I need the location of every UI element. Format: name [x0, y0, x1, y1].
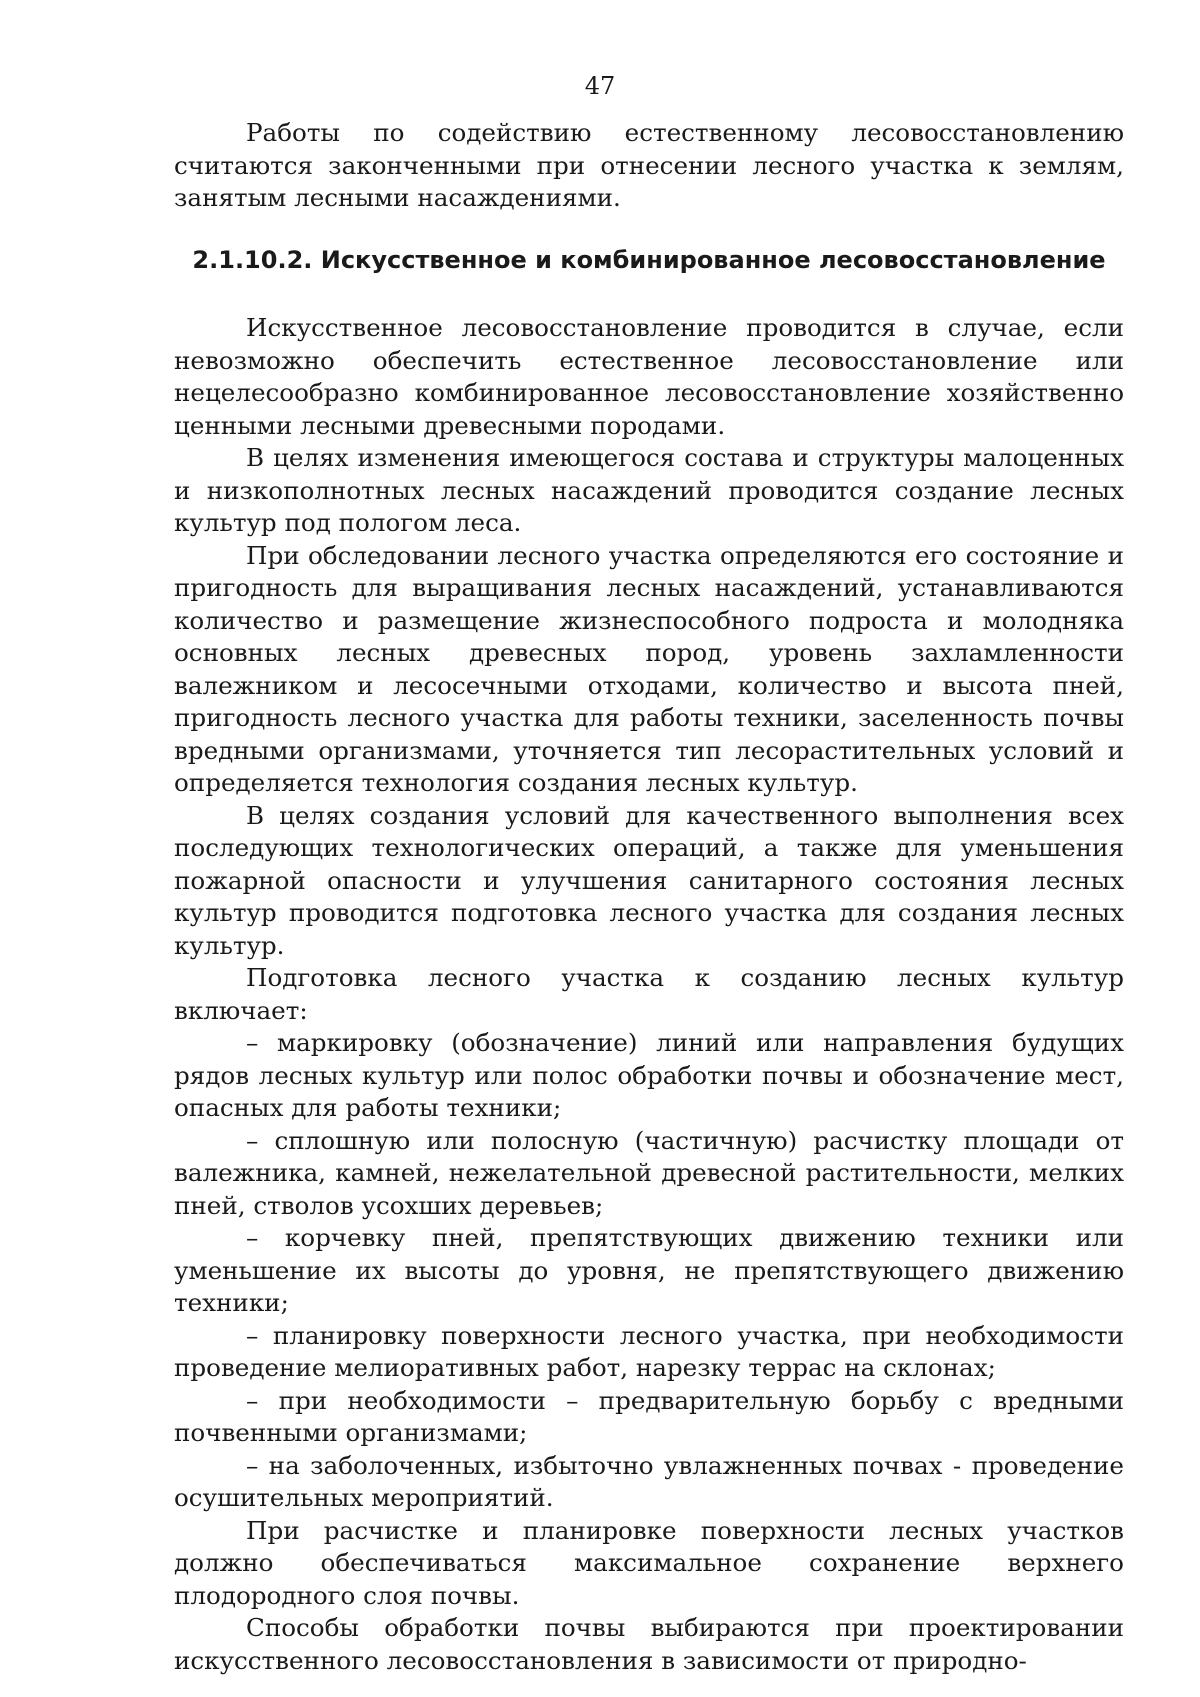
list-item-marking: – маркировку (обозначение) линий или направления будущих рядов лесных культур или полос обработки почвы и обозначение мест, опасных для работы техники;: [174, 1028, 1124, 1122]
list-item-surface-leveling: – планировку поверхности лесного участка, при необходимости проведение мелиоративных работ, нарезку террас на склонах;: [174, 1320, 1124, 1382]
intro-paragraph: Работы по содействию естественному лесовосстановлению считаются законченными при отнесении лесного участка к землям, занятым лесными насаждениями.: [174, 118, 1124, 212]
paragraph-preparation-includes: Подготовка лесного участка к созданию лесных культур включает:: [174, 963, 1124, 1025]
paragraph-topsoil-preservation: При расчистке и планировке поверхности лесных участков должно обеспечиваться максимальное сохранение верхнего плодородного слоя почвы.: [174, 1515, 1124, 1610]
paragraph-site-preparation-purpose: В целях создания условий для качественного выполнения всех последующих технологических операций, а также для уменьшения пожарной опасности и улучшения санитарного состояния лесных культур проводится подготовка лесного участка для создания лесных культур.: [174, 800, 1124, 960]
list-item-clearing: – сплошную или полосную (частичную) расчистку площади от валежника, камней, нежелательной древесной растительности, мелких пней, стволов усохших деревьев;: [174, 1125, 1124, 1220]
section-heading: 2.1.10.2. Искусственное и комбинированное лесовосстановление: [192, 246, 1106, 274]
list-item-drainage: – на заболоченных, избыточно увлажненных почвах - проведение осушительных мероприятий.: [174, 1450, 1124, 1512]
body-text: [174, 312, 1124, 1677]
paragraph-soil-treatment-methods: Способы обработки почвы выбираются при проектировании искусственного лесовосстановления в зависимости от природно-: [174, 1613, 1124, 1675]
intro-block: [174, 117, 1124, 215]
paragraph-site-survey: При обследовании лесного участка определяются его состояние и пригодность для выращивания лесных насаждений, устанавливаются количество и размещение жизнеспособного подроста и молодняка основных лесных древесных пород, уровень захламленности валежником и лесосечными отходами, количество и высота пней, пригодность лесного участка для работы техники, заселенность почвы вредными организмами, уточняется тип лесорастительных условий и определяется технология создания лесных культур.: [174, 540, 1124, 797]
page-number: 47: [584, 72, 616, 100]
paragraph-artificial-reforestation: Искусственное лесовосстановление проводится в случае, если невозможно обеспечить естественное лесовосстановление или нецелесообразно комбинированное лесовосстановление хозяйственно ценными лесными древесными породами.: [174, 313, 1124, 440]
paragraph-composition-change: В целях изменения имеющегося состава и структуры малоценных и низкополнотных лесных насаждений проводится создание лесных культур под пологом леса.: [174, 443, 1124, 537]
list-item-stump-removal: – корчевку пней, препятствующих движению техники или уменьшение их высоты до уровня, не препятствующего движению техники;: [174, 1223, 1124, 1317]
list-item-pest-control: – при необходимости – предварительную борьбу с вредными почвенными организмами;: [174, 1385, 1124, 1447]
